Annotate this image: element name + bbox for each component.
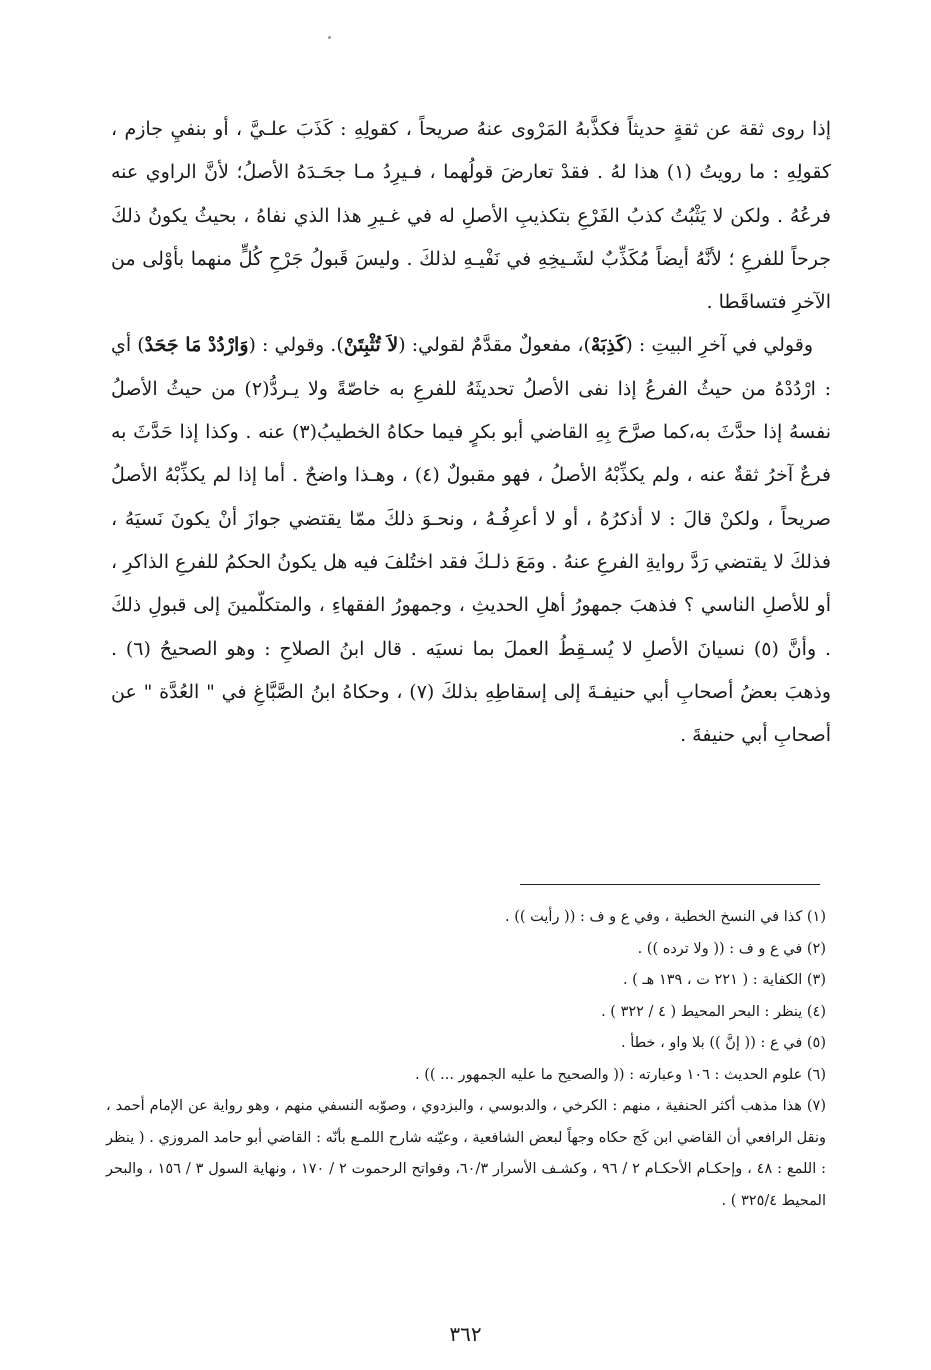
footnote-4: (٤) ينظر : البحر المحيط ( ٤ / ٣٢٢ ) .	[601, 1003, 826, 1020]
footnote-separator	[520, 884, 820, 885]
paragraph-2-part-a: وقولي في آخرِ البيتِ : (	[625, 334, 814, 357]
footnote-1: (١) كذا في النسخ الخطية ، وفي ع و ف : (( رأيت )) .	[505, 909, 826, 925]
paragraph-2-part-c: )، مفعولٌ مقدَّمٌ لقولي: (	[398, 334, 591, 357]
quoted-term-wardud: وَارْدُدْ مَا جَحَدْ	[144, 334, 249, 357]
footnote-2: (٢) في ع و ف : (( ولا ترده )) .	[637, 940, 826, 957]
page-number: ٣٦٢	[449, 1322, 482, 1346]
main-text	[111, 108, 831, 757]
footnote-7: (٧) هذا مذهب أكثر الحنفية ، منهم : الكرخي ، والدبوسي ، والبزدوي ، وصوّبه النسفي منهم ، وهو رواية عن الإمام أحمد ، ونقل الرافعي أن القاضي ابن كَج حكاه وجهاً لبعض الشافعية ، وعيّنه شارح اللمـع بأنّه : القاضي أبو حامد المروزي . ( ينظر : اللمع : ٤٨ ، وإحكـام الأحكـام ٢ / ٩٦ ، وكشـف الأسرار ٦٠/٣، وفواتح الرحموت ٢ / ١٧٠ ، ونهاية السول ٣ / ١٥٦ ، والبحر المحيط ٣٢٥/٤ ) .	[106, 1098, 827, 1209]
quoted-term-kadhibah: كَذِبَهْ	[590, 334, 626, 357]
paragraph-2-part-g: ) أي : ارْدُدْهُ من حيثُ الفرعُ إذا نفى الأصلُ تحديثَهُ للفرعِ به خاصّةً ولا يـردُّ(٢) من حيثُ الأصلُ نفسهُ إذا حدَّثَ به،كما صرَّحَ بِهِ القاضي أبو بكرٍ فيما حكاهُ الخطيبُ(٣) عنه . وكذا إذا حَدَّثَ به فرعٌ آخرُ ثقةٌ عنه ، ولم يكذِّبْهُ الأصلُ ، فهو مقبولٌ (٤) ، وهـذا واضحٌ . أما إذا لم يكذِّبْهُ الأصلُ صريحاً ، ولكنْ قالَ : لا أذكرُهُ ، أو لا أعرِفُـهُ ، ونحـوَ ذلكَ ممّا يقتضي جوازَ أنْ يكونَ نَسيَهُ ، فذلكَ لا يقتضي رَدَّ روايةِ الفرعِ عنهُ . ومَعَ ذلـكَ فقد اختُلفَ فيه هل يكونُ الحكمُ للفرعِ الذاكرِ ، أو للأصلِ الناسي ؟ فذهبَ جمهورُ أهلِ الحديثِ ، وجمهورُ الفقهاءِ ، والمتكلّمينَ إلى قبولِ ذلكَ . وأنَّ (٥) نسيانَ الأصلِ لا يُسـقِطُ العملَ بما نسيَه . قال ابنُ الصلاحِ : وهو الصحيحُ (٦) . وذهبَ بعضُ أصحابِ أبي حنيفـةَ إلى إسقاطِهِ بذلكَ (٧) ، وحكاهُ ابنُ الصَّبَّاغِ في " العُدَّة " عن أصحابِ أبي حنيفةَ .	[111, 334, 831, 747]
footnote-5: (٥) في ع : (( إنَّ )) بلا واو ، خطأ .	[621, 1035, 826, 1051]
footnote-3: (٣) الكفاية : ( ٢٢١ ت ، ١٣٩ هـ ) .	[622, 972, 826, 988]
paragraph-2	[111, 324, 831, 757]
scan-speck	[328, 36, 331, 39]
paragraph-1: إذا روى ثقة عن ثقةٍ حديثاً فكذَّبهُ المَرْوى عنهُ صريحاً ، كقولِهِ : كَذَبَ علـيَّ ، أو بنفيِ جازم ، كقولِهِ : ما رويتُ (١) هذا لهُ . فقدْ تعارضَ قولُهما ، فـيرِدُ مـا جحَـدَهُ الأصلُ؛ لأنَّ الراوي عنه فرعُهُ . ولكن لا يَثْبُتُ كذبُ الفَرْعِ بتكذيبِ الأصلِ له في غـيرِ هذا الذي نفاهُ ، بحيثُ يكونُ ذلكَ جرحاً للفرعِ ؛ لأنَّهُ أيضاً مُكَذِّبٌ لشَـيخِهِ في نَفْيـهِ لذلكَ . وليسَ قَبولُ جَرْحِ كُلٍّ منهما بأوْلى من الآخرِ فتساقَطا .	[111, 118, 832, 314]
footnotes	[106, 902, 826, 1217]
paragraph-2-part-e: ). وقولي : (	[248, 334, 344, 357]
footnote-6: (٦) علوم الحديث : ١٠٦ وعبارته : (( والصحيح ما عليه الجمهور ... )) .	[414, 1066, 826, 1083]
quoted-term-la-tuthbitan: لاَ تُثْبِتَنْ	[343, 334, 399, 357]
